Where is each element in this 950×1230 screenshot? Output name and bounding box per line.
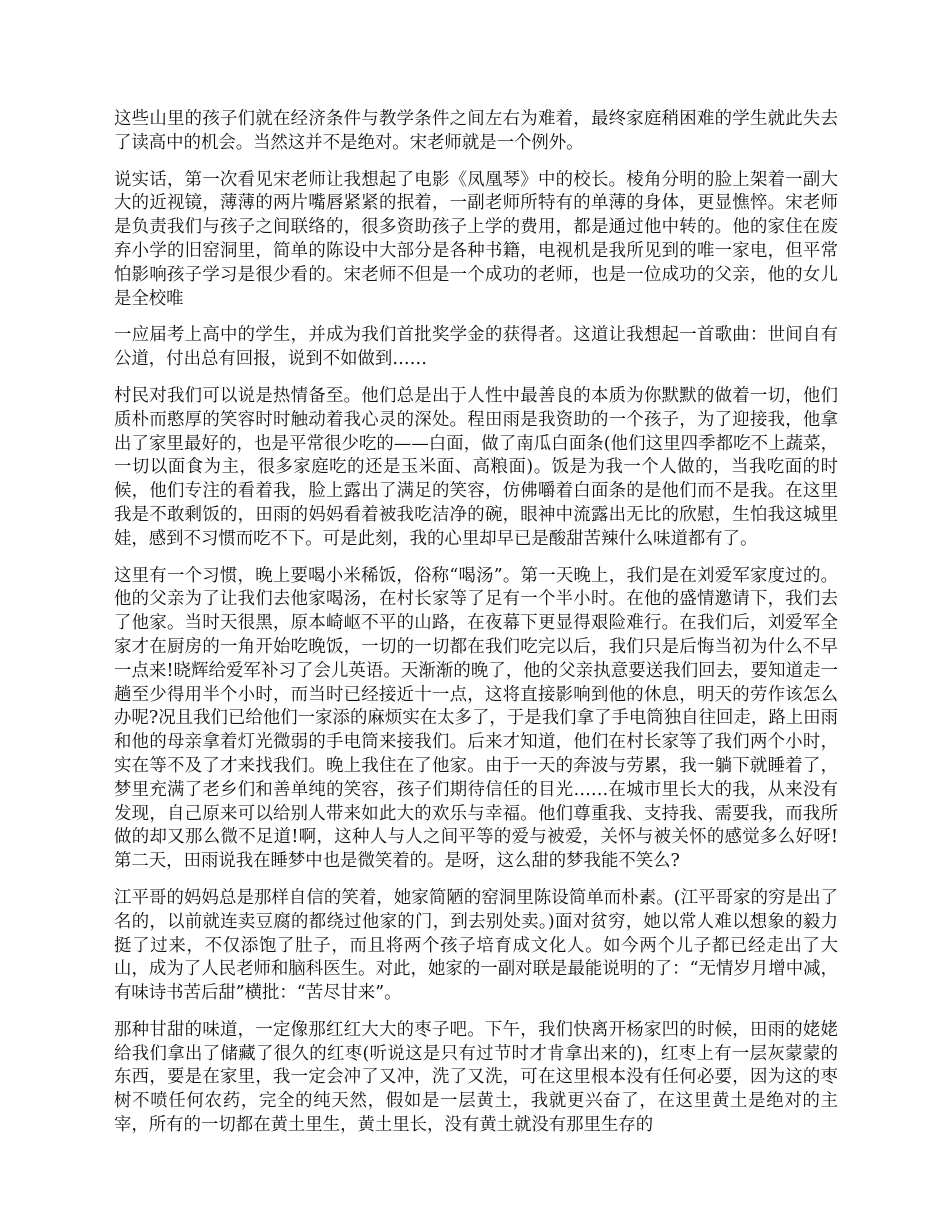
paragraph-4: 村民对我们可以说是热情备至。他们总是出于人性中最善良的本质为你默默的做着一切，他们质朴而憨厚的笑容时时触动着我心灵的深处。程田雨是我资助的一个孩子，为了迎接我，他拿出了家里最好的，也是平常很少吃的——白面，做了南瓜白面条(他们这里四季都吃不上蔬菜，一切以面食为主，很多家庭吃的还是玉米面、高粮面)。饭是为我一个人做的，当我吃面的时候，他们专注的看着我，脸上露出了满足的笑容，仿佛嚼着白面条的是他们而不是我。在这里我是不敢剩饭的，田雨的妈妈看着被我吃洁净的碗，眼神中流露出无比的欣慰，生怕我这城里娃，感到不习惯而吃不下。可是此刻，我的心里却早已是酸甜苦辣什么味道都有了。 [114, 385, 838, 549]
paragraph-1: 这些山里的孩子们就在经济条件与教学条件之间左右为难着，最终家庭稍困难的学生就此失去了读高中的机会。当然这并不是绝对。宋老师就是一个例外。 [114, 109, 838, 153]
document-page [114, 108, 838, 1151]
paragraph-2: 说实话，第一次看见宋老师让我想起了电影《凤凰琴》中的校长。棱角分明的脸上架着一副大大的近视镜，薄薄的两片嘴唇紧紧的抿着，一副老师所特有的单薄的身体，更显憔悴。宋老师是负责我们与孩子之间联络的，很多资助孩子上学的费用，都是通过他中转的。他的家住在废弃小学的旧窑洞里，简单的陈设中大部分是各种书籍，电视机是我所见到的唯一家电，但平常怕影响孩子学习是很少看的。宋老师不但是一个成功的老师，也是一位成功的父亲，他的女儿是全校唯 [114, 169, 838, 309]
paragraph-7: 那种甘甜的味道，一定像那红红大大的枣子吧。下午，我们快离开杨家凹的时候，田雨的姥姥给我们拿出了储藏了很久的红枣(听说这是只有过节时才肯拿出来的)，红枣上有一层灰蒙蒙的东西，要是在家里，我一定会冲了又冲，洗了又洗，可在这里根本没有任何必要，因为这的枣树不喷任何农药，完全的纯天然，假如是一层黄土，我就更兴奋了，在这里黄土是绝对的主宰，所有的一切都在黄土里生，黄土里长，没有黄土就没有那里生存的 [114, 1019, 838, 1136]
paragraph-5: 这里有一个习惯，晚上要喝小米稀饭，俗称“喝汤”。第一天晚上，我们是在刘爱军家度过的。他的父亲为了让我们去他家喝汤，在村长家等了足有一个半小时。在他的盛情邀请下，我们去了他家。当时天很黑，原本崎岖不平的山路，在夜幕下更显得艰险难行。在我们后，刘爱军全家才在厨房的一角开始吃晚饭，一切的一切都在我们吃完以后，我们只是后悔当初为什么不早一点来!晓辉给爱军补习了会儿英语。天渐渐的晚了，他的父亲执意要送我们回去，要知道走一趟至少得用半个小时，而当时已经接近十一点，这将直接影响到他的休息，明天的劳作该怎么办呢?况且我们已给他们一家添的麻烦实在太多了，于是我们拿了手电筒独自往回走，路上田雨和他的母亲拿着灯光微弱的手电筒来接我们。后来才知道，他们在村长家等了我们两个小时，实在等不及了才来找我们。晚上我住在了他家。由于一天的奔波与劳累，我一躺下就睡着了，梦里充满了老乡们和善单纯的笑容，孩子们期待信任的目光……在城市里长大的我，从来没有发现，自己原来可以给别人带来如此大的欢乐与幸福。他们尊重我、支持我、需要我，而我所做的却又那么微不足道!啊，这种人与人之间平等的爱与被爱，关怀与被关怀的感觉多么好呀!第二天，田雨说我在睡梦中也是微笑着的。是呀，这么甜的梦我能不笑么? [114, 565, 838, 872]
paragraph-3: 一应届考上高中的学生，并成为我们首批奖学金的获得者。这道让我想起一首歌曲：世间自有公道，付出总有回报，说到不如做到…… [114, 325, 838, 370]
paragraph-6: 江平哥的妈妈总是那样自信的笑着，她家简陋的窑洞里陈设简单而朴素。(江平哥家的穷是出了名的，以前就连卖豆腐的都绕过他家的门，到去别处卖。)面对贫穷，她以常人难以想象的毅力挺了过来，不仅添饱了肚子，而且将两个孩子培育成文化人。如今两个儿子都已经走出了大山，成为了人民老师和脑科医生。对此，她家的一副对联是最能说明的了：“无情岁月增中减，有味诗书苦后甜”横批：“苦尽甘来”。 [114, 887, 838, 1004]
